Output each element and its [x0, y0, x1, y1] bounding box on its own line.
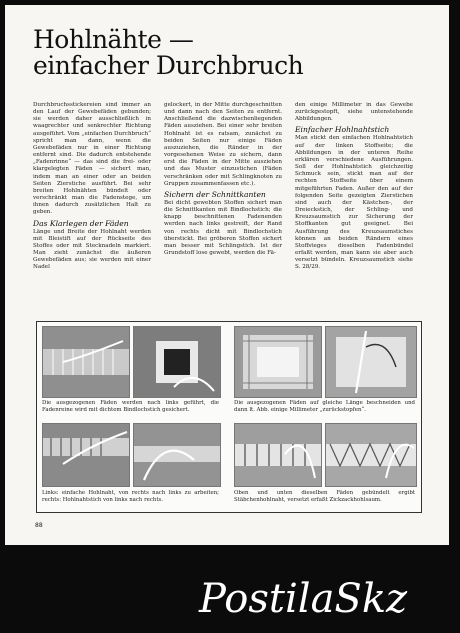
caption-top-right: Die ausgezogenen Fäden auf gleiche Länge beschneiden und dann lt. Abb. einige Millimeter „zurückstopfen“. [234, 400, 415, 413]
caption-bottom-left: Links: einfache Hohlnaht, von rechts nach links zu arbeiten; rechts: Hohlnahtstich von links nach rechts. [42, 490, 219, 503]
photo-ladder-hemstitch [234, 423, 322, 487]
text-column-3 [295, 102, 413, 271]
paragraph: Länge und Breite der Hohlnaht werden mit Bleistift auf der Rückseite des Stoffes oder mit Stecknadeln markiert. Man zieht zunächst die äußeren Gewebefäden aus; sie werden mit einer Nadel [33, 228, 151, 271]
title-line-2: einfacher Durchbruch [33, 51, 304, 80]
photo-hemstitch-right [133, 423, 221, 487]
photo-simple-hemstitch [42, 423, 130, 487]
photo-buttonhole-edge [133, 326, 221, 398]
illustration-panel [36, 321, 422, 513]
subheading: Sichern der Schnittkanten [164, 189, 266, 199]
paragraph: Bei dicht gewebten Stoffen sichert man die Schnittkanten mit Bindlochstich; die knapp beschnittenen Fadenenden werden nach links gestreift, der Rand von rechts dicht mit Bindlochstich überstickt. Bei gröberen Stoffen sichert man besser mit Schlingstich. Ist der Grundstoff lose gewebt, werden die Fä- [164, 199, 282, 256]
photo-darning-back [325, 326, 417, 398]
page-number: 88 [35, 522, 43, 529]
subheading: Das Klarlegen der Fäden [33, 218, 129, 228]
watermark-text: PostilaSkz [199, 576, 408, 622]
text-column-2 [164, 102, 282, 257]
paragraph: gelockert, in der Mitte durchgeschnitten und dann nach den Seiten zu entfernt. Anschließend die dazwischenliegenden Fäden ausziehen. Bei einer sehr breiten Hohlnaht ist es ratsam, zunächst zu beiden Seiten nur einige Fäden auszuziehen, die Ränder in der vorgesehenen Weise zu sichern, dann erst die Fäden in der Mitte ausziehen und das Muster einzustichen (Fäden verschränken oder mit Schlingknoten zu Gruppen zusammenfassen etc.). [164, 102, 282, 187]
photo-withdrawn-threads [42, 326, 130, 398]
subheading: Einfacher Hohlnahtstich [295, 125, 390, 135]
paragraph: Durchbruchsstickereien sind immer an den Lauf der Gewebefäden gebunden; sie werden daher ausschließlich in waagrechter und senkrechter Richtung ausgeführt. Vom „einfachen Durchbruch“ spricht man dann, wenn die Gewebefäden nur in einer Richtung entfernt sind. Die dadurch entstehende „Fadenrinne“ — das sind die frei- oder klargelegten Fäden — sichert man, indem man an einer oder an beiden Seiten Zierstiche ausführt. Bei sehr breiten Hohlnähten bündelt oder verschränkt man die Fadenstege, um ihnen dadurch zusätzlichen Halt zu geben. [33, 102, 151, 216]
text-column-1 [33, 102, 151, 271]
photo-trimmed-threads [234, 326, 322, 398]
title-line-1: Hohlnähte — [33, 25, 194, 54]
site-watermark [195, 560, 455, 630]
photo-zigzag-hemstitch [325, 423, 417, 487]
paragraph: den einige Millimeter in das Gewebe zurückgestopft, siehe untenstehende Abbildungen. [295, 102, 413, 123]
caption-top-left: Die ausgezogenen Fäden werden nach links geführt, die Fadenreine wird mit dichtem Bindlochstich gesichert. [42, 400, 219, 413]
paragraph: Man stickt den einfachen Hohlnahtstich auf der linken Stoffseite; die Abbildungen in der unteren Reihe erklären verschiedene Ausführungen. Soll der Hohlnahtstich gleichzeitig Schmuck sein, stickt man auf der rechten Stoffseite über einem mitgeführten Faden. Außer den auf der folgenden Seite gezeigten Zierstichen sind auch der Kästchen-, der Dreieckstich, der Schling- und Kreuzsaumstich zur Sicherung der Stoffkanten gut geeignet. Bei Ausführung des Kreuzsaumstiches können an beiden Rändern eines Stoffsteges dieselben Fadenbündel erfaßt werden, man kann sie aber auch versetzt bündeln. Kreuzsaumstich siehe S. 28/29. [295, 135, 413, 271]
caption-bottom-right: Oben und unten dieselben Fäden gebündelt ergibt Stäbchenhohlnaht, versetzt erfaßt Zickzackhohlsaum. [234, 490, 415, 503]
page-title [33, 27, 303, 79]
book-page [5, 5, 449, 545]
